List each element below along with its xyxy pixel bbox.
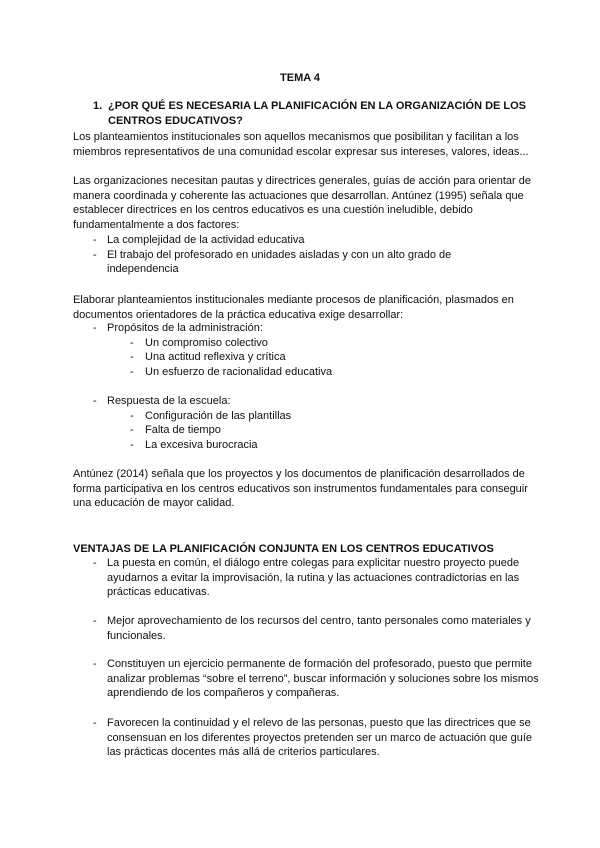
- list-item: - El trabajo del profesorado en unidades aisladas y con un alto grado de independencia: [73, 248, 543, 277]
- intro-paragraph: Los planteamientos institucionales son aquellos mecanismos que posibilitan y facilitan a los miembros representativos de una comunidad escolar expresar sus intereses, valores, ideas...: [73, 131, 529, 158]
- question-heading-text: ¿POR QUÉ ES NECESARIA LA PLANIFICACIÓN EN LA ORGANIZACIÓN DE LOS CENTROS EDUCATIVOS?: [108, 100, 527, 127]
- elaborate-paragraph: Elaborar planteamientos institucionales mediante procesos de planificación, plasmados en documentos orientadores de la práctica educativa exige desarrollar:: [73, 294, 514, 321]
- list-item: - La complejidad de la actividad educativa: [73, 233, 543, 248]
- list-item: - Mejor aprovechamiento de los recursos del centro, tanto personales como materiales y funcionales.: [73, 614, 543, 643]
- purposes-block: [73, 321, 543, 379]
- list-item: - La excesiva burocracia: [73, 438, 543, 453]
- list-item: - La puesta en común, el diálogo entre colegas para explicitar nuestro proyecto puede ayudarnos a evitar la improvisación, la rutina y las actuaciones contradictorias en las prácticas educativas.: [73, 556, 543, 600]
- organizations-paragraph: Las organizaciones necesitan pautas y directrices generales, guías de acción para orientar de manera coordinada y coherente las actuaciones que desarrollan. Antúnez (1995) señala que establecer directrices en los centros educativos es una cuestión ineludible, debido fundamentalmente a dos factores:: [73, 175, 531, 231]
- school-response-list: [73, 409, 543, 453]
- advantages-list: [73, 556, 543, 600]
- school-response-label: - Respuesta de la escuela:: [73, 394, 543, 409]
- advantages-block: [73, 556, 543, 600]
- factors-list: [73, 233, 543, 277]
- list-item: - Constituyen un ejercicio permanente de formación del profesorado, puesto que permite analizar problemas “sobre el terreno”, buscar información y soluciones sobre los mismos aprendiendo de los compañeros y compañeras.: [73, 657, 543, 701]
- factors-list-wrap: [73, 233, 543, 277]
- question-number: 1.: [93, 100, 103, 112]
- advantages-heading: VENTAJAS DE LA PLANIFICACIÓN CONJUNTA EN LOS CENTROS EDUCATIVOS: [73, 543, 494, 555]
- purposes-list: [73, 336, 543, 380]
- list-item: - Favorecen la continuidad y el relevo de las personas, puesto que las directrices que se consensuan en los diferentes proyectos pretenden ser un marco de actuación que guíe las prácticas docentes más allá de criterios particulares.: [73, 716, 543, 760]
- school-response-block: [73, 394, 543, 452]
- antunez-paragraph: Antúnez (2014) señala que los proyectos y los documentos de planificación desarrollados de forma participativa en los centros educativos son instrumentos fundamentales para conseguir una educación de mayor calidad.: [73, 468, 528, 510]
- list-item: - Configuración de las plantillas: [73, 409, 543, 424]
- purposes-label: - Propósitos de la administración:: [73, 321, 543, 336]
- list-item: - Un esfuerzo de racionalidad educativa: [73, 365, 543, 380]
- list-item: - Falta de tiempo: [73, 423, 543, 438]
- list-item: - Un compromiso colectivo: [73, 336, 543, 351]
- list-item: - Una actitud reflexiva y crítica: [73, 350, 543, 365]
- page-title: TEMA 4: [280, 72, 320, 84]
